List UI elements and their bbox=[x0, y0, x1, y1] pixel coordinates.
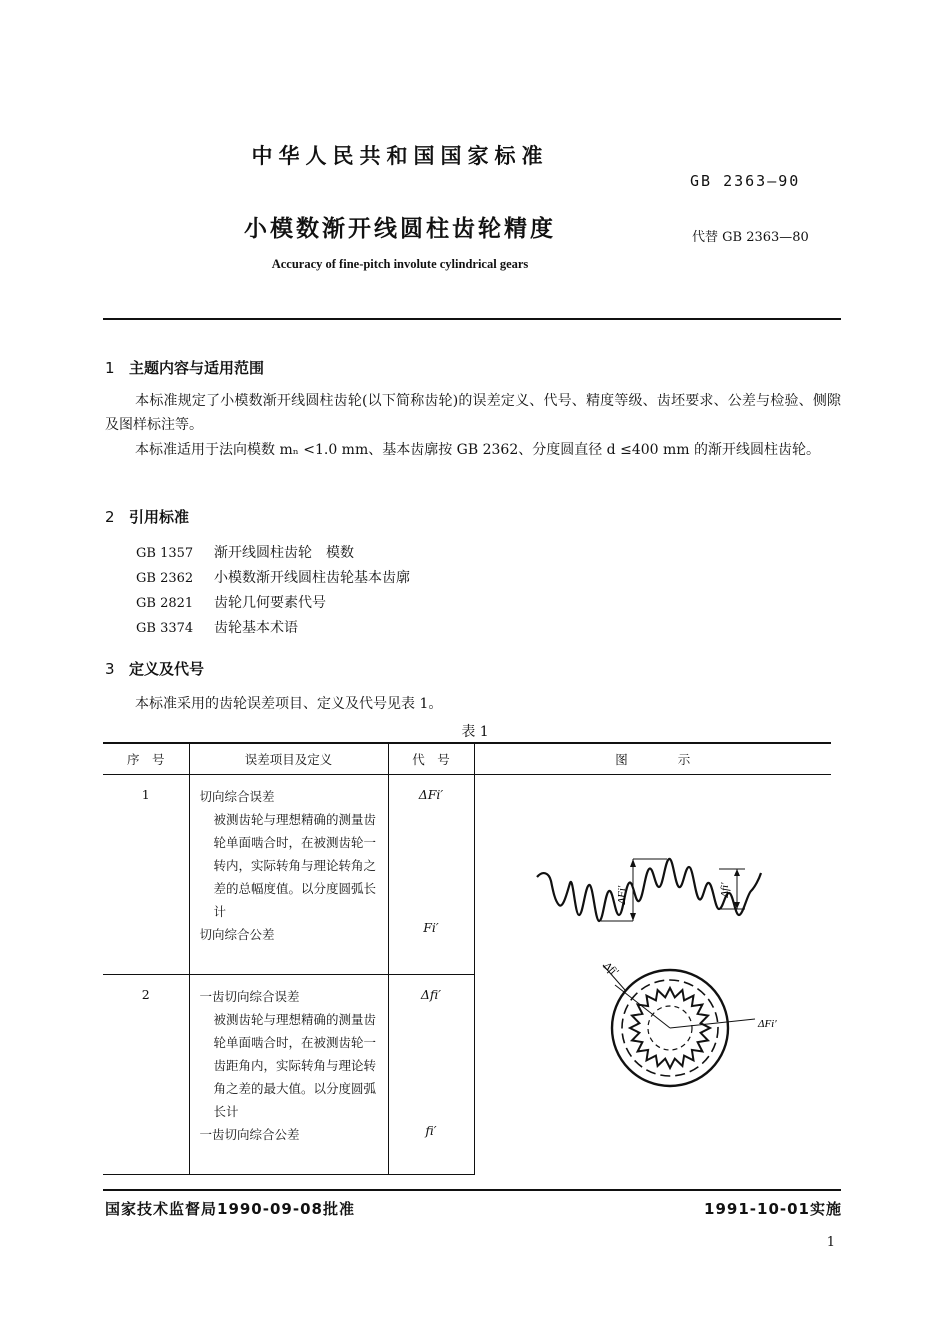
row-symbol: Δfi′ fi′ bbox=[388, 975, 474, 1175]
section-1-paragraph-2: 本标准适用于法向模数 mₙ <1.0 mm、基本齿廓按 GB 2362、分度圆直径 d ≤400 mm 的渐开线圆柱齿轮。 bbox=[135, 442, 820, 458]
approval-date: 国家技术监督局1990-09-08批准 bbox=[105, 1200, 355, 1218]
section-number: 3 bbox=[105, 660, 115, 678]
gear-label-big: ΔFi′ bbox=[757, 1018, 777, 1030]
radius-line bbox=[615, 985, 670, 1028]
table-caption: 表 1 bbox=[461, 724, 489, 740]
section-title: 定义及代号 bbox=[129, 660, 205, 678]
row-number: 2 bbox=[103, 975, 189, 1175]
document-title-english: Accuracy of fine-pitch involute cylindrical gears bbox=[271, 257, 529, 271]
reference-item: GB 3374 齿轮基本术语 bbox=[136, 620, 298, 636]
section-number: 1 bbox=[105, 359, 115, 377]
header-definition: 误差项目及定义 bbox=[189, 743, 388, 775]
row-definition: 一齿切向综合误差 被测齿轮与理想精确的测量齿轮单面啮合时，在被测齿轮一齿距角内，实际转角与理论转角之差的最大值。以分度圆弧长计 一齿切向综合公差 bbox=[189, 975, 388, 1175]
table-row bbox=[103, 775, 831, 975]
gear-label-small: Δfi′ bbox=[600, 959, 620, 979]
section-title: 主题内容与适用范围 bbox=[129, 359, 265, 377]
header-figure: 图 示 bbox=[474, 743, 831, 775]
document-title: 小模数渐开线圆柱齿轮精度 bbox=[244, 216, 556, 242]
effective-date: 1991-10-01实施 bbox=[704, 1200, 842, 1218]
section-number: 2 bbox=[105, 508, 115, 526]
row-symbol: ΔFi′ Fi′ bbox=[388, 775, 474, 975]
section-2-heading bbox=[105, 506, 189, 527]
row-number: 1 bbox=[103, 775, 189, 975]
error-definition-table bbox=[103, 742, 831, 1175]
section-3-paragraph: 本标准采用的齿轮误差项目、定义及代号见表 1。 bbox=[135, 696, 443, 712]
gear-diagram bbox=[600, 959, 777, 1086]
section-title: 引用标准 bbox=[129, 508, 190, 526]
section-1-paragraph-1: 本标准规定了小模数渐开线圆柱齿轮(以下简称齿轮)的误差定义、代号、精度等级、齿坯要求、公差与检验、侧隙及图样标注等。 bbox=[105, 393, 841, 433]
header-rule bbox=[103, 318, 841, 320]
footer-rule bbox=[103, 1189, 841, 1191]
section-1-heading bbox=[105, 357, 264, 378]
radius-line bbox=[670, 1019, 755, 1028]
reference-item: GB 2821 齿轮几何要素代号 bbox=[136, 595, 326, 611]
national-standard-heading: 中华人民共和国国家标准 bbox=[251, 144, 549, 168]
reference-item: GB 1357 渐开线圆柱齿轮 模数 bbox=[136, 545, 354, 561]
arrow-head bbox=[630, 913, 636, 921]
section-3-heading bbox=[105, 658, 204, 679]
gear-error-figure bbox=[475, 775, 832, 1145]
standard-number: GB 2363—90 bbox=[690, 172, 801, 190]
figure-cell bbox=[474, 775, 831, 1175]
label-big-error: ΔFi′ bbox=[615, 885, 628, 905]
header-no: 序 号 bbox=[103, 743, 189, 775]
header-symbol: 代 号 bbox=[388, 743, 474, 775]
table-header-row bbox=[103, 743, 831, 775]
replaces-note: 代替 GB 2363—80 bbox=[692, 230, 809, 245]
arrow-head bbox=[734, 869, 740, 876]
reference-list bbox=[136, 541, 410, 641]
page-number: 1 bbox=[826, 1235, 835, 1250]
label-small-error: Δfi′ bbox=[718, 882, 731, 898]
reference-item: GB 2362 小模数渐开线圆柱齿轮基本齿廓 bbox=[136, 570, 410, 586]
row-definition: 切向综合误差 被测齿轮与理想精确的测量齿轮单面啮合时，在被测齿轮一转内，实际转角与理论转角之差的总幅度值。以分度圆弧长计 切向综合公差 bbox=[189, 775, 388, 975]
arrow-head bbox=[630, 859, 636, 867]
